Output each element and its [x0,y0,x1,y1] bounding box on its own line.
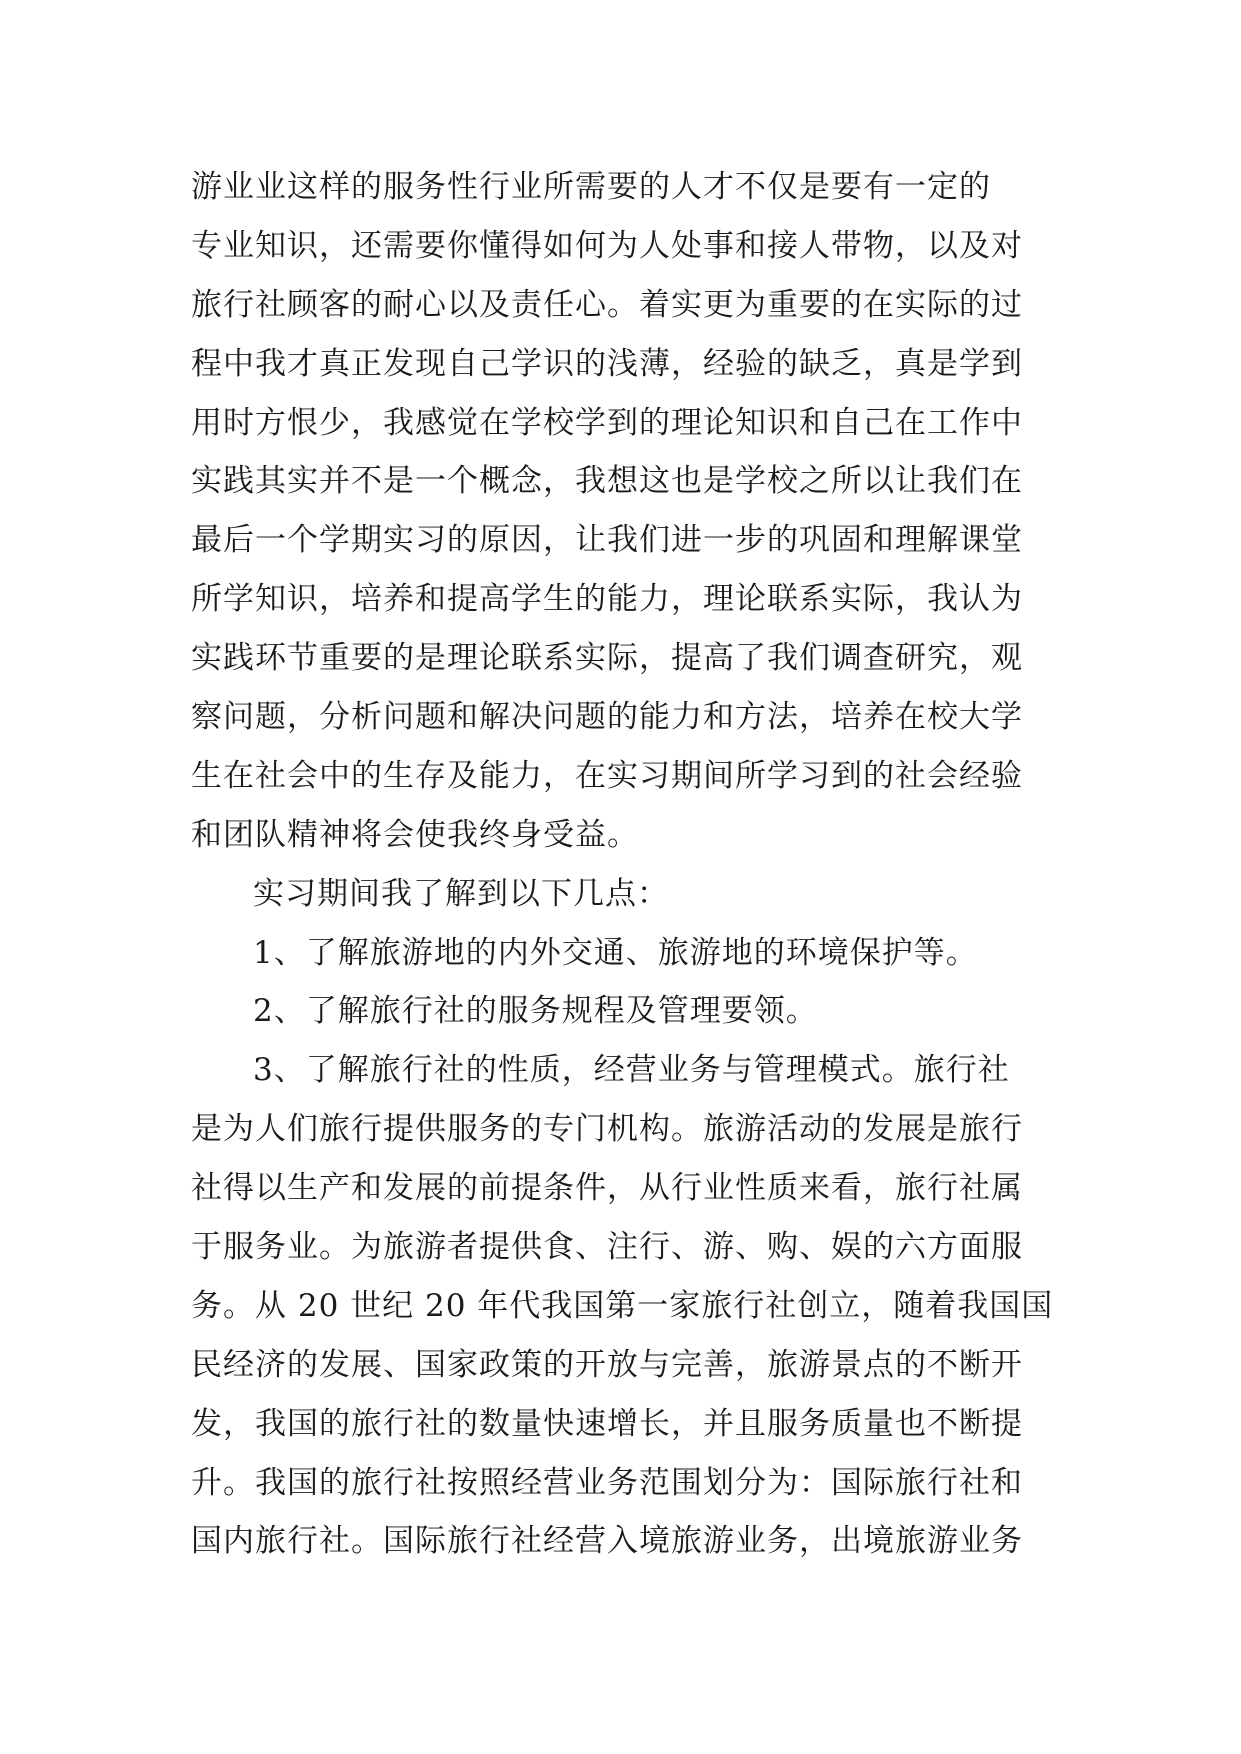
list-item-2: 2、了解旅行社的服务规程及管理要领。 [253,993,818,1030]
text-line: 用时方恨少，我感觉在学校学到的理论知识和自己在工作中 [191,404,1023,441]
text-line: 民经济的发展、国家政策的开放与完善，旅游景点的不断开 [191,1346,1023,1383]
text-line: 察问题，分析问题和解决问题的能力和方法，培养在校大学 [191,699,1023,736]
text-line: 所学知识，培养和提高学生的能力，理论联系实际，我认为 [191,581,1023,618]
text-line: 实践环节重要的是理论联系实际，提高了我们调查研究，观 [191,640,1023,677]
text-line: 于服务业。为旅游者提供食、注行、游、购、娱的六方面服 [191,1229,1023,1266]
text-line: 国内旅行社。国际旅行社经营入境旅游业务，出境旅游业务 [191,1523,1023,1560]
text-line: 和团队精神将会使我终身受益。 [191,816,639,853]
text-line: 最后一个学期实习的原因，让我们进一步的巩固和理解课堂 [191,522,1023,559]
text-line: 程中我才真正发现自己学识的浅薄，经验的缺乏，真是学到 [191,345,1023,382]
text-line: 是为人们旅行提供服务的专门机构。旅游活动的发展是旅行 [191,1111,1023,1148]
text-line: 旅行社顾客的耐心以及责任心。着实更为重要的在实际的过 [191,286,1023,323]
text-line: 生在社会中的生存及能力，在实习期间所学习到的社会经验 [191,757,1023,794]
text-line: 游业业这样的服务性行业所需要的人才不仅是要有一定的 [191,169,991,205]
list-intro-line: 实习期间我了解到以下几点： [253,875,669,912]
document-body [191,158,1053,1571]
text-line: 发，我国的旅行社的数量快速增长，并且服务质量也不断提 [191,1405,1023,1442]
text-line: 专业知识，还需要你懂得如何为人处事和接人带物，以及对 [191,227,1023,264]
text-line: 社得以生产和发展的前提条件，从行业性质来看，旅行社属 [191,1170,1023,1207]
list-item-3: 3、了解旅行社的性质，经营业务与管理模式。旅行社 [253,1052,1010,1089]
text-line: 升。我国的旅行社按照经营业务范围划分为：国际旅行社和 [191,1464,1023,1501]
text-line: 实践其实并不是一个概念，我想这也是学校之所以让我们在 [191,463,1023,500]
list-item-1: 1、了解旅游地的内外交通、旅游地的环境保护等。 [253,934,978,971]
text-line: 务。从 20 世纪 20 年代我国第一家旅行社创立，随着我国国 [191,1287,1054,1324]
